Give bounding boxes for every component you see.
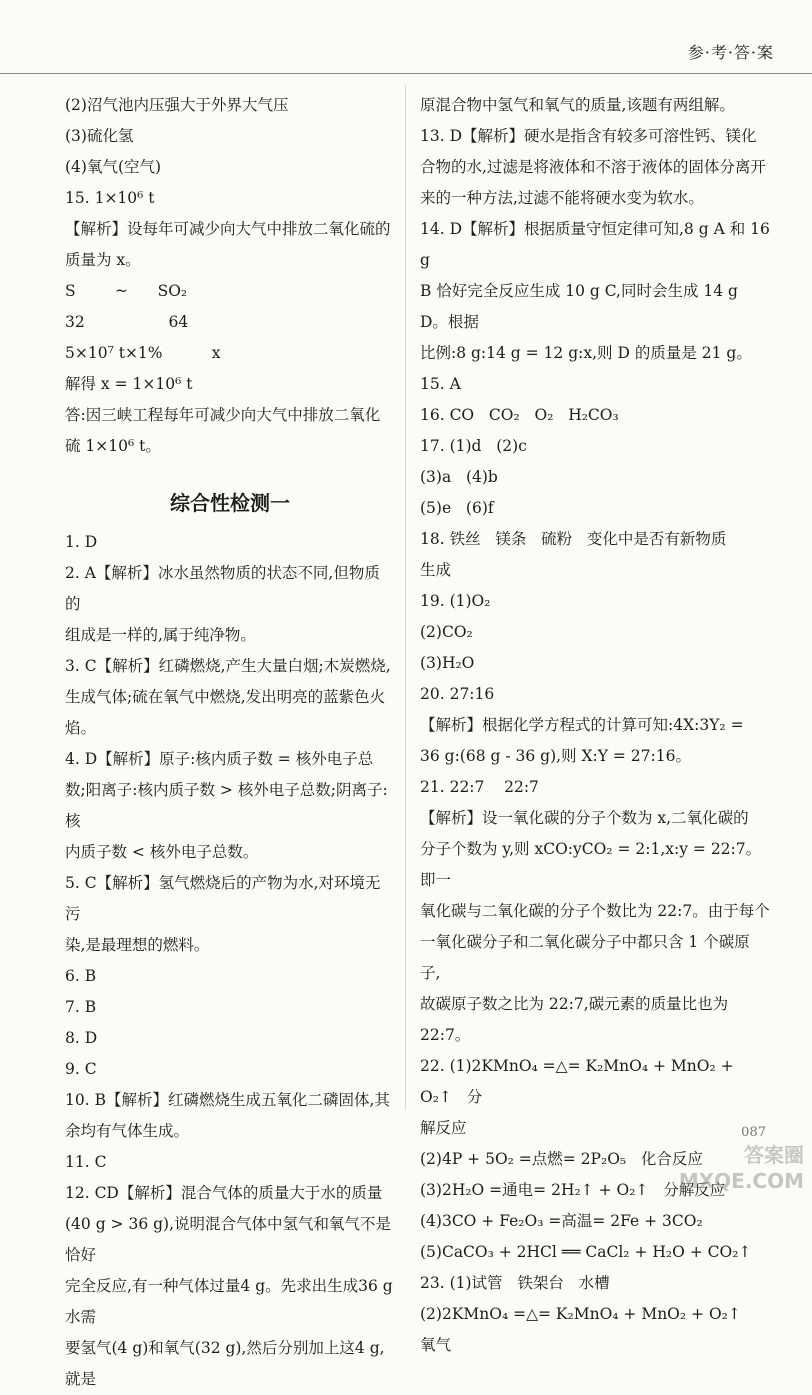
text-line: 硫 1×10⁶ t。 [65, 437, 161, 455]
page-number: 087 [741, 1125, 766, 1140]
text-line: 原混合物中氢气和氧气的质量,该题有两组解。 [420, 96, 735, 114]
watermark-line-1: 答案圈 [744, 1143, 804, 1167]
text-line: 19. (1)O₂ [420, 592, 491, 610]
text-line: 2. A【解析】冰水虽然物质的状态不同,但物质的 [65, 564, 380, 613]
text-line: 5×10⁷ t×1% x [65, 344, 221, 362]
text-line: 15. 1×10⁶ t [65, 189, 155, 207]
text-line: (2)2KMnO₄ =△= K₂MnO₄ + MnO₂ + O₂↑ 氧气 [420, 1305, 756, 1354]
text-line: 12. CD【解析】混合气体的质量大于水的质量 [65, 1184, 383, 1202]
text-line: 一氧化碳分子和二氧化碳分子中都只含 1 个碳原子, [420, 933, 750, 982]
text-line: (3)硫化氢 [65, 127, 134, 145]
text-line: B 恰好完全反应生成 10 g C,同时会生成 14 g D。根据 [420, 282, 743, 331]
text-line: 来的一种方法,过滤不能将硬水变为软水。 [420, 189, 704, 207]
watermark [679, 1142, 804, 1194]
text-line: 余均有气体生成。 [65, 1122, 190, 1140]
section-title: 综合性检测一 [170, 491, 290, 515]
text-line: 11. C [65, 1153, 107, 1171]
watermark-line-2: MXQE.COM [678, 1169, 804, 1193]
text-line: 【解析】设一氧化碳的分子个数为 x,二氧化碳的 [420, 809, 749, 827]
running-header: 参·考·答·案 [687, 43, 774, 62]
text-line: 氧化碳与二氧化碳的分子个数比为 22:7。由于每个 [420, 902, 770, 920]
text-line: 比例:8 g:14 g = 12 g:x,则 D 的质量是 21 g。 [420, 344, 752, 362]
text-line: 完全反应,有一种气体过量4 g。先求出生成36 g水需 [65, 1277, 393, 1326]
text-line: (2)4P + 5O₂ =点燃= 2P₂O₅ 化合反应 [420, 1150, 703, 1168]
text-line: 答:因三峡工程每年可减少向大气中排放二氧化 [65, 406, 381, 424]
text-line: (2)沼气池内压强大于外界大气压 [65, 96, 289, 114]
text-line: 解反应 [420, 1119, 467, 1137]
text-line: 13. D【解析】硬水是指含有较多可溶性钙、镁化 [420, 127, 757, 145]
text-line: 17. (1)d (2)c [420, 437, 527, 455]
text-line: 【解析】根据化学方程式的计算可知:4X:3Y₂ = [420, 716, 744, 734]
text-line: 4. D【解析】原子:核内质子数 = 核外电子总 [65, 750, 374, 768]
text-line: 3. C【解析】红磷燃烧,产生大量白烟;木炭燃烧, [65, 657, 391, 675]
text-line: 36 g:(68 g - 36 g),则 X:Y = 27:16。 [420, 747, 691, 765]
text-line: 10. B【解析】红磷燃烧生成五氧化二磷固体,其 [65, 1091, 390, 1109]
text-line: 故碳原子数之比为 22:7,碳元素的质量比也为 22:7。 [420, 995, 734, 1044]
text-line: (5)CaCO₃ + 2HCl ══ CaCl₂ + H₂O + CO₂↑ [420, 1243, 752, 1261]
text-line: 数;阳离子:核内质子数 > 核外电子总数;阴离子:核 [65, 781, 388, 830]
text-line: 15. A [420, 375, 461, 393]
text-line: 21. 22:7 22:7 [420, 778, 539, 796]
text-line: 7. B [65, 998, 97, 1016]
text-line: (3)2H₂O =通电= 2H₂↑ + O₂↑ 分解反应 [420, 1181, 726, 1199]
left-lines-before [65, 90, 395, 462]
text-line: 18. 铁丝 镁条 硫粉 变化中是否有新物质 [420, 530, 727, 548]
text-line: (5)e (6)f [420, 499, 494, 517]
text-line: 5. C【解析】氢气燃烧后的产物为水,对环境无污 [65, 874, 381, 923]
text-line: 质量为 x。 [65, 251, 141, 269]
text-line: (40 g > 36 g),说明混合气体中氢气和氧气不是恰好 [65, 1215, 392, 1264]
text-line: (4)3CO + Fe₂O₃ =高温= 2Fe + 3CO₂ [420, 1212, 703, 1230]
text-line: 32 64 [65, 313, 189, 331]
text-line: 23. (1)试管 铁架台 水槽 [420, 1274, 610, 1292]
text-line: 生成气体;硫在氧气中燃烧,发出明亮的蓝紫色火焰。 [65, 688, 386, 737]
text-line: 20. 27:16 [420, 685, 495, 703]
text-line: 染,是最理想的燃料。 [65, 936, 210, 954]
text-line: 生成 [420, 561, 452, 579]
text-line: 组成是一样的,属于纯净物。 [65, 626, 256, 644]
text-line: 8. D [65, 1029, 98, 1047]
text-line: 1. D [65, 533, 98, 551]
column-divider [405, 85, 406, 1110]
text-line: S ~ SO₂ [65, 282, 188, 300]
text-line: 6. B [65, 967, 97, 985]
text-line: (3)a (4)b [420, 468, 498, 486]
text-line: (2)CO₂ [420, 623, 473, 641]
left-column [65, 90, 395, 1395]
text-line: 22. (1)2KMnO₄ =△= K₂MnO₄ + MnO₂ + O₂↑ 分 [420, 1057, 739, 1106]
text-line: 【解析】设每年可减少向大气中排放二氧化硫的 [65, 220, 391, 238]
text-line: 解得 x = 1×10⁶ t [65, 375, 193, 393]
text-line: 9. C [65, 1060, 97, 1078]
text-line: 16. CO CO₂ O₂ H₂CO₃ [420, 406, 619, 424]
text-line: 14. D【解析】根据质量守恒定律可知,8 g A 和 16 g [420, 220, 775, 269]
left-lines-after [65, 527, 395, 1395]
text-line: 内质子数 < 核外电子总数。 [65, 843, 259, 861]
header-rule [0, 73, 812, 74]
text-line: (3)H₂O [420, 654, 475, 672]
text-line: (4)氧气(空气) [65, 158, 162, 176]
text-line: 合物的水,过滤是将液体和不溶于液体的固体分离开 [420, 158, 766, 176]
text-line: 要氢气(4 g)和氧气(32 g),然后分别加上这4 g,就是 [65, 1339, 385, 1388]
text-line: 分子个数为 y,则 xCO:yCO₂ = 2:1,x:y = 22:7。即一 [420, 840, 762, 889]
